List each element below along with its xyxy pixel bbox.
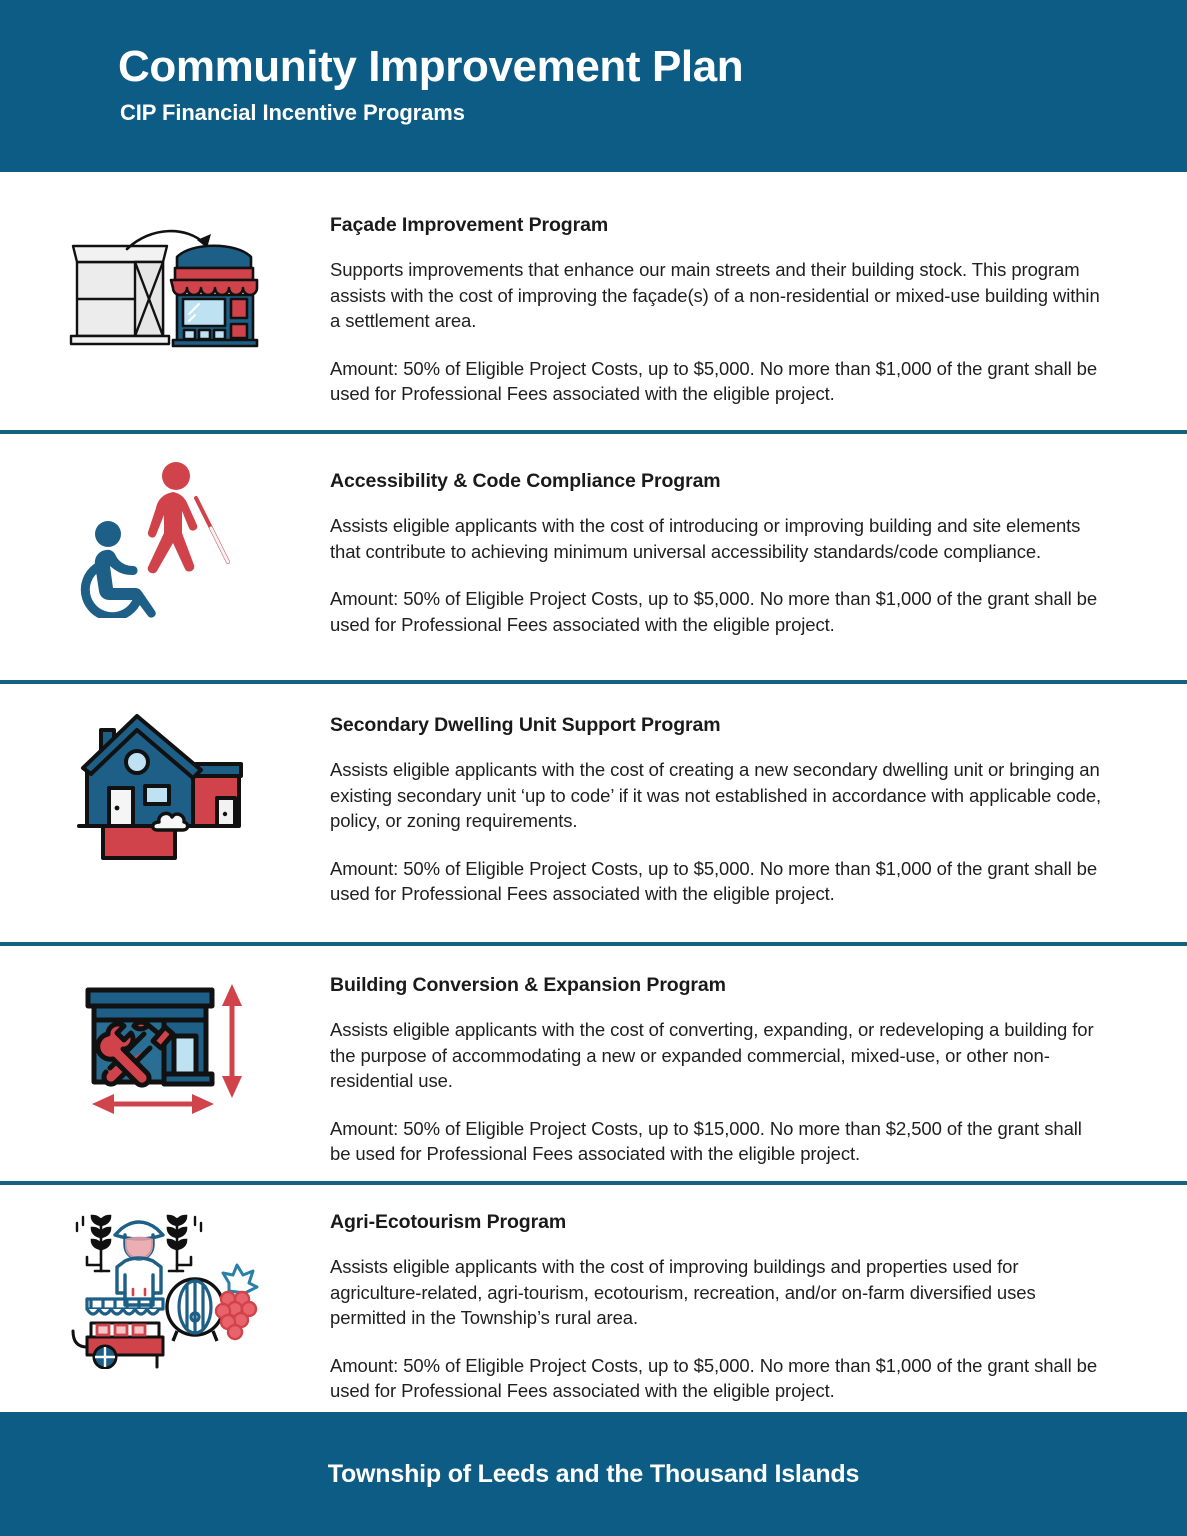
program-title: Accessibility & Code Compliance Program [330,470,721,492]
house-secondary-unit-icon [75,712,255,864]
program-amount: Amount: 50% of Eligible Project Costs, up to $5,000. No more than $1,000 of the grant shall be used for Professional Fees associated with the eligible project. [330,857,1098,905]
program-description: Assists eligible applicants with the cost of improving buildings and properties used for agriculture-related, agri-tourism, ecotourism, recreation, and/or on-farm diversified uses permitted in the Township’s rural area. [330,1256,1036,1329]
icon-container [0,946,330,1118]
program-description: Assists eligible applicants with the cost of introducing or improving building and site elements that contribute to achieving minimum universal accessibility standards/code compliance. [330,515,1081,562]
program-amount: Amount: 50% of Eligible Project Costs, up to $15,000. No more than $2,500 of the grant shall be used for Professional Fees associated with the eligible project. [330,1117,1082,1165]
footer-organization-name: Township of Leeds and the Thousand Islands [327,1459,860,1488]
page-subtitle: CIP Financial Incentive Programs [120,100,465,125]
accessibility-icon [70,454,260,618]
program-title: Secondary Dwelling Unit Support Program [330,714,721,736]
program-section-building-conversion [0,946,1187,1181]
agri-ecotourism-icon [65,1199,265,1369]
program-text [330,684,1187,907]
program-description: Assists eligible applicants with the cost of converting, expanding, or redeveloping a building for the purpose of accommodating a new or expanded commercial, mixed-use, or other non-residential use. [330,1019,1094,1092]
program-text [330,1185,1187,1404]
icon-container [0,434,330,618]
program-section-accessibility [0,434,1187,680]
building-expansion-tools-icon [72,972,258,1118]
page-header [0,0,1187,172]
program-text [330,434,1187,637]
program-text [330,172,1187,407]
program-amount: Amount: 50% of Eligible Project Costs, up to $5,000. No more than $1,000 of the grant shall be used for Professional Fees associated with the eligible project. [330,588,1098,635]
program-title: Building Conversion & Expansion Program [330,974,726,996]
page-title: Community Improvement Plan [118,42,744,91]
programs-list [0,172,1187,1425]
icon-container [0,172,330,348]
program-section-agri-ecotourism [0,1185,1187,1425]
program-description: Supports improvements that enhance our main streets and their building stock. This program assists with the cost of improving the façade(s) of a non-residential or mixed-use building within a settlement area. [330,259,1100,332]
page-footer [0,1412,1187,1536]
program-amount: Amount: 50% of Eligible Project Costs, up to $5,000. No more than $1,000 of the grant shall be used for Professional Fees associated with the eligible project. [330,357,1098,405]
program-section-facade [0,172,1187,430]
facade-renovation-icon [65,222,265,348]
icon-container [0,684,330,864]
program-text [330,946,1187,1167]
program-description: Assists eligible applicants with the cost of creating a new secondary dwelling unit or bringing an existing secondary unit ‘up to code’ if it was not established in accordance with applicable code, policy, or zoning requirements. [330,759,1102,832]
program-amount: Amount: 50% of Eligible Project Costs, up to $5,000. No more than $1,000 of the grant shall be used for Professional Fees associated with the eligible project. [330,1354,1098,1402]
program-section-secondary-dwelling [0,684,1187,942]
program-title: Façade Improvement Program [330,214,609,236]
icon-container [0,1185,330,1369]
program-title: Agri-Ecotourism Program [330,1211,567,1233]
